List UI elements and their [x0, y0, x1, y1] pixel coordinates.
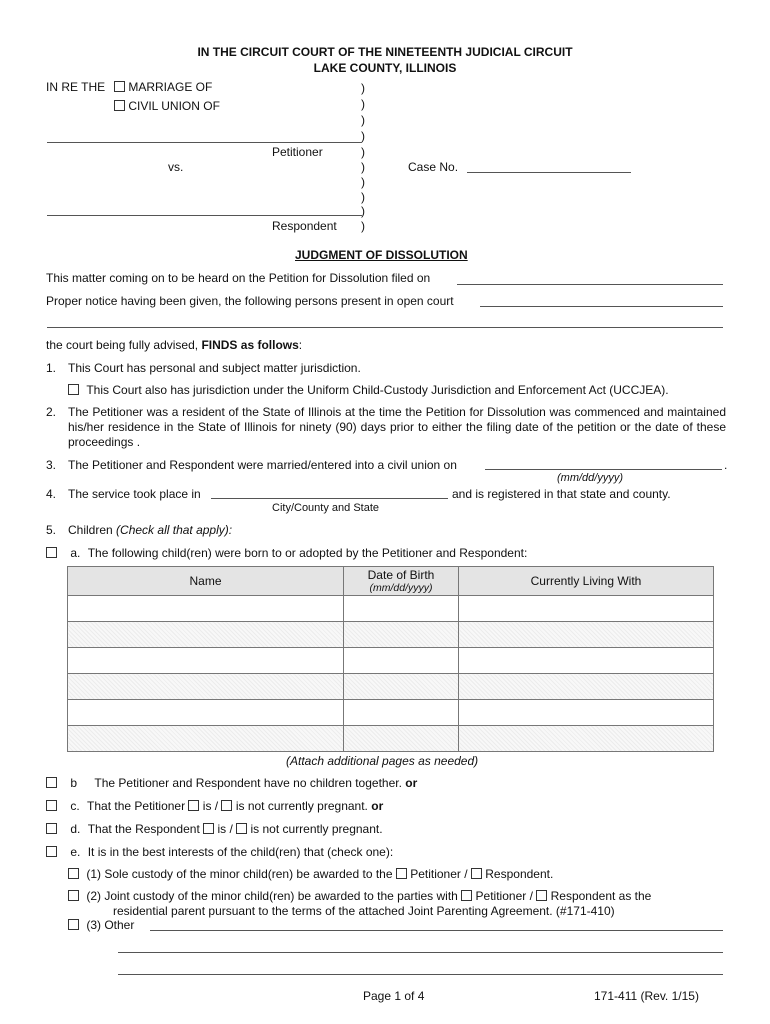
option-b-checkbox[interactable]	[46, 777, 57, 788]
service-location-line[interactable]	[211, 498, 448, 499]
dob-header-label: Date of Birth	[367, 568, 435, 582]
case-no-label: Case No.	[408, 160, 459, 174]
marriage-date-line[interactable]	[485, 469, 722, 470]
petitioner-name-line[interactable]	[47, 142, 362, 143]
option-c-label: c.	[70, 799, 80, 813]
option-d[interactable]	[46, 822, 383, 836]
child-name-cell[interactable]	[68, 700, 344, 726]
table-header-row	[68, 567, 714, 596]
sole-custody-respondent-label: Respondent.	[485, 867, 554, 881]
option-c[interactable]	[46, 799, 383, 813]
dob-column-header	[344, 567, 459, 596]
marriage-date-hint: (mm/dd/yyyy)	[557, 472, 623, 484]
civil-union-checkbox[interactable]	[114, 100, 125, 111]
sole-custody-checkbox[interactable]	[68, 868, 79, 879]
caption-paren: )	[361, 160, 365, 174]
marriage-of-label: MARRIAGE OF	[128, 80, 213, 94]
child-dob-cell[interactable]	[344, 726, 459, 752]
respondent-label: Respondent	[272, 219, 337, 233]
option-c-or: or	[371, 799, 384, 813]
child-living-cell[interactable]	[459, 622, 714, 648]
sole-custody-text: (1) Sole custody of the minor child(ren) be awarded to the	[86, 867, 393, 881]
service-prefix-text: The service took place in	[68, 487, 201, 501]
caption-paren: )	[361, 81, 365, 95]
petitioner-not-pregnant-checkbox[interactable]	[221, 800, 232, 811]
option-b-or: or	[405, 776, 418, 790]
option-e-label: e.	[70, 845, 81, 859]
child-name-cell[interactable]	[68, 622, 344, 648]
respondent-pregnant-checkbox[interactable]	[203, 823, 214, 834]
heard-on-text: This matter coming on to be heard on the Petition for Dissolution filed on	[46, 271, 431, 285]
civil-union-of-option[interactable]	[114, 99, 220, 113]
option-a-checkbox[interactable]	[46, 547, 57, 558]
finds-colon: :	[298, 338, 303, 352]
finding-2-text: The Petitioner was a resident of the State of Illinois at the time the Petition for Dissolution was commenced and maintained his/her residence in the State of Illinois for ninety (90) days prior to either the filing date of the petition or the date of these proceedings .	[68, 405, 726, 449]
sole-custody-petitioner-label: Petitioner /	[410, 867, 468, 881]
caption-paren: )	[361, 129, 365, 143]
custody-option-3[interactable]	[68, 918, 134, 932]
court-heading: IN THE CIRCUIT COURT OF THE NINETEENTH JUDICIAL CIRCUIT	[197, 45, 573, 59]
option-d-checkbox[interactable]	[46, 823, 57, 834]
option-e-checkbox[interactable]	[46, 846, 57, 857]
finds-label: FINDS as follows	[201, 338, 299, 352]
finding-5-number: 5.	[46, 523, 57, 537]
joint-custody-petitioner-label: Petitioner /	[475, 889, 533, 903]
finding-3-period: .	[724, 458, 728, 472]
child-dob-cell[interactable]	[344, 648, 459, 674]
finding-2-number: 2.	[46, 405, 57, 419]
child-name-cell[interactable]	[68, 674, 344, 700]
option-c-prefix: That the Petitioner	[87, 799, 186, 813]
finding-3-text: The Petitioner and Respondent were married/entered into a civil union on	[68, 458, 457, 472]
table-row[interactable]	[68, 622, 714, 648]
option-a-text: The following child(ren) were born to or adopted by the Petitioner and Respondent:	[87, 546, 528, 560]
table-row[interactable]	[68, 596, 714, 622]
children-hint: (Check all that apply):	[116, 523, 233, 537]
finding-1-number: 1.	[46, 361, 57, 375]
table-row[interactable]	[68, 648, 714, 674]
custody-option-2[interactable]	[68, 889, 651, 903]
custody-option-1[interactable]	[68, 867, 553, 881]
vs-label: vs.	[168, 160, 184, 174]
caption-paren: )	[361, 145, 365, 159]
uccjea-option[interactable]	[68, 383, 669, 397]
county-heading: LAKE COUNTY, ILLINOIS	[313, 61, 457, 75]
child-dob-cell[interactable]	[344, 596, 459, 622]
present-persons-line[interactable]	[480, 306, 723, 307]
respondent-name-line[interactable]	[47, 215, 362, 216]
option-c-suffix: is not currently pregnant.	[235, 799, 368, 813]
advised-prefix: the court being fully advised,	[46, 338, 199, 352]
sole-custody-petitioner-checkbox[interactable]	[396, 868, 407, 879]
caption-paren: )	[361, 190, 365, 204]
child-living-cell[interactable]	[459, 648, 714, 674]
option-d-suffix: is not currently pregnant.	[250, 822, 383, 836]
option-c-is: is /	[202, 799, 219, 813]
uccjea-checkbox[interactable]	[68, 384, 79, 395]
finding-1-text: This Court has personal and subject matter jurisdiction.	[68, 361, 361, 375]
present-persons-line-2[interactable]	[47, 327, 723, 328]
city-county-hint: City/County and State	[272, 502, 380, 514]
child-living-cell[interactable]	[459, 596, 714, 622]
option-d-label: d.	[70, 822, 81, 836]
marriage-checkbox[interactable]	[114, 81, 125, 92]
children-label: Children	[68, 523, 113, 537]
option-d-prefix: That the Respondent	[87, 822, 200, 836]
joint-custody-petitioner-checkbox[interactable]	[461, 890, 472, 901]
child-dob-cell[interactable]	[344, 622, 459, 648]
marriage-of-option[interactable]	[114, 80, 212, 94]
caption-paren: )	[361, 97, 365, 111]
caption-paren: )	[361, 219, 365, 233]
notice-text: Proper notice having been given, the following persons present in open court	[46, 294, 454, 308]
child-dob-cell[interactable]	[344, 674, 459, 700]
option-d-is: is /	[217, 822, 233, 836]
petitioner-label: Petitioner	[272, 145, 323, 159]
table-row[interactable]	[68, 700, 714, 726]
other-custody-label: (3) Other	[86, 918, 135, 932]
children-heading	[68, 523, 232, 537]
sole-custody-respondent-checkbox[interactable]	[471, 868, 482, 879]
option-e-text: It is in the best interests of the child(ren) that (check one):	[87, 845, 394, 859]
dob-header-hint: (mm/dd/yyyy)	[369, 582, 433, 594]
uccjea-text: This Court also has jurisdiction under the Uniform Child-Custody Jurisdiction and Enforcement Act (UCCJEA).	[86, 383, 669, 397]
child-living-cell[interactable]	[459, 700, 714, 726]
other-custody-checkbox[interactable]	[68, 919, 79, 930]
option-e[interactable]	[46, 845, 393, 859]
joint-custody-text-line-2: residential parent pursuant to the terms of the attached Joint Parenting Agreement. (#171-410)	[113, 904, 615, 918]
table-row[interactable]	[68, 674, 714, 700]
option-b-label: b	[70, 776, 78, 790]
child-dob-cell[interactable]	[344, 700, 459, 726]
option-b-text: The Petitioner and Respondent have no children together.	[94, 776, 402, 790]
joint-custody-checkbox[interactable]	[68, 890, 79, 901]
petition-filed-date-line[interactable]	[457, 284, 723, 285]
attach-pages-note: (Attach additional pages as needed)	[286, 754, 479, 768]
option-c-checkbox[interactable]	[46, 800, 57, 811]
in-re-the-label: IN RE THE	[46, 80, 106, 94]
other-custody-line-2[interactable]	[118, 952, 723, 953]
joint-custody-respondent-label: Respondent as the	[550, 889, 652, 903]
name-column-header: Name	[68, 567, 344, 596]
other-custody-line-3[interactable]	[118, 974, 723, 975]
case-no-line[interactable]	[467, 172, 631, 173]
caption-paren: )	[361, 175, 365, 189]
service-suffix-text: and is registered in that state and county.	[452, 487, 671, 501]
other-custody-line[interactable]	[150, 930, 723, 931]
caption-paren: )	[361, 113, 365, 127]
finding-4-number: 4.	[46, 487, 57, 501]
caption-paren: )	[361, 204, 365, 218]
finding-3-number: 3.	[46, 458, 57, 472]
child-name-cell[interactable]	[68, 596, 344, 622]
respondent-not-pregnant-checkbox[interactable]	[236, 823, 247, 834]
child-name-cell[interactable]	[68, 726, 344, 752]
option-a-label: a.	[70, 546, 81, 560]
petitioner-pregnant-checkbox[interactable]	[188, 800, 199, 811]
table-row[interactable]	[68, 726, 714, 752]
child-living-cell[interactable]	[459, 726, 714, 752]
option-a[interactable]	[46, 546, 527, 560]
joint-custody-respondent-checkbox[interactable]	[536, 890, 547, 901]
option-b[interactable]	[46, 776, 417, 790]
civil-union-of-label: CIVIL UNION OF	[128, 99, 220, 113]
child-name-cell[interactable]	[68, 648, 344, 674]
living-column-header: Currently Living With	[459, 567, 714, 596]
children-table	[67, 566, 714, 752]
form-number: 171-411 (Rev. 1/15)	[594, 989, 699, 1003]
joint-custody-text: (2) Joint custody of the minor child(ren) be awarded to the parties with	[86, 889, 458, 903]
advised-text	[46, 338, 302, 352]
page-number: Page 1 of 4	[363, 989, 425, 1003]
child-living-cell[interactable]	[459, 674, 714, 700]
document-title: JUDGMENT OF DISSOLUTION	[295, 248, 468, 262]
